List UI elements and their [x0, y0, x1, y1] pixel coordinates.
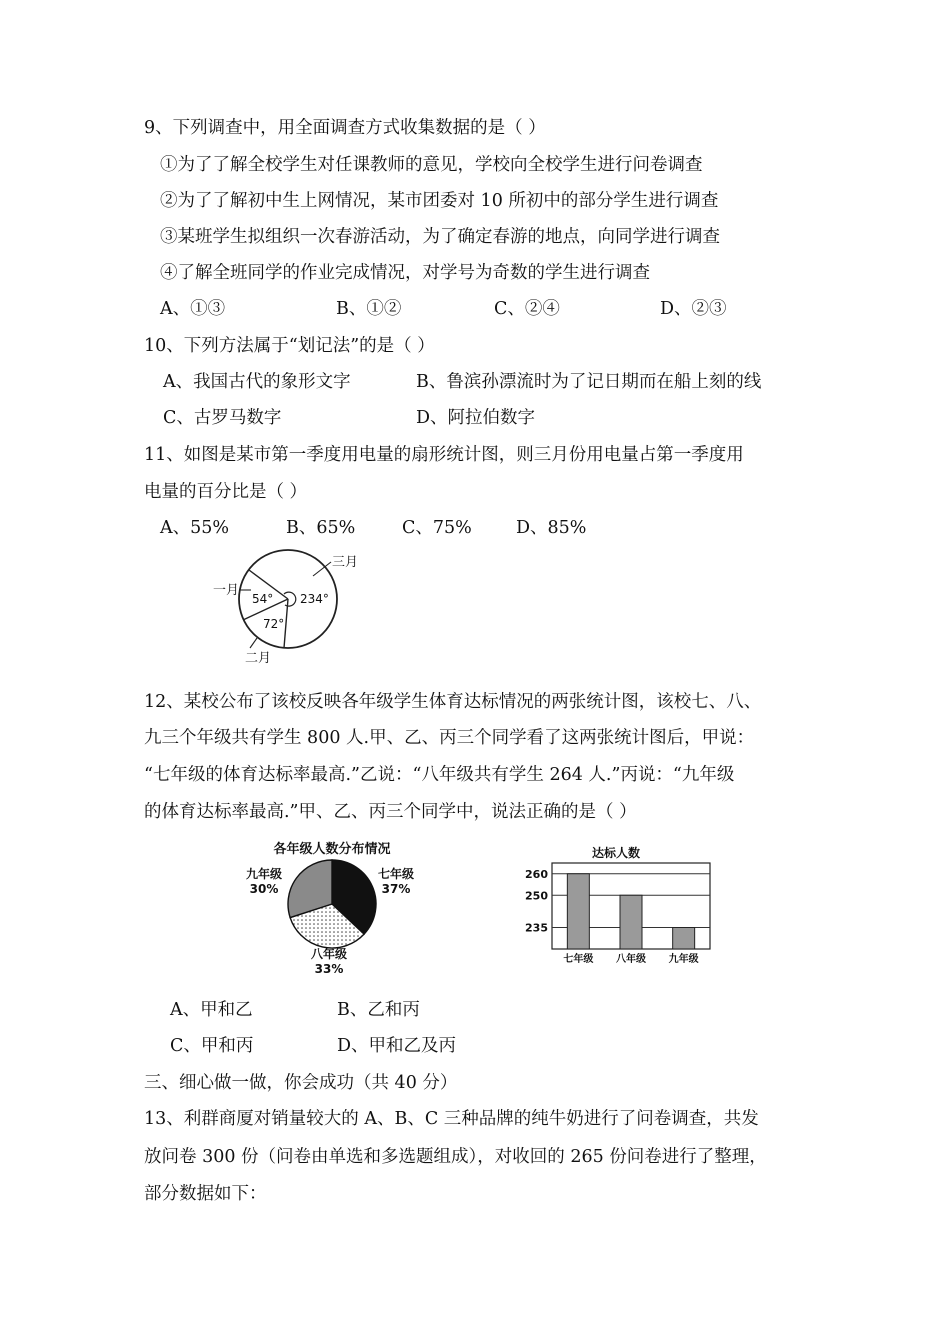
q12-bar-chart [516, 843, 726, 968]
q11-stem-line-1: 11、如图是某市第一季度用电量的扇形统计图，则三月份用电量占第一季度用 [144, 445, 744, 465]
q12-option-c: C、甲和丙 [170, 1036, 254, 1056]
q10-option-c: C、古罗马数字 [163, 408, 282, 428]
pie-value-grade8: 33% [314, 962, 344, 976]
q9-item-4: ④了解全班同学的作业完成情况，对学号为奇数的学生进行调查 [160, 263, 650, 283]
bar [567, 874, 589, 949]
q10-option-d: D、阿拉伯数字 [416, 408, 536, 428]
q11-label-mar: 三月 [332, 555, 359, 570]
bar [620, 895, 642, 949]
q13-line-2: 放问卷 300 份（问卷由单选和多选题组成），对收回的 265 份问卷进行了整理， [144, 1147, 767, 1167]
q9-item-3: ③某班学生拟组织一次春游活动，为了确定春游的地点，向同学进行调查 [160, 227, 720, 247]
q10-option-a: A、我国古代的象形文字 [163, 372, 351, 392]
q12-stem-line-2: 九三个年级共有学生 800 人.甲、乙、丙三个同学看了这两张统计图后，甲说： [144, 728, 755, 748]
q9-stem: 9、下列调查中，用全面调查方式收集数据的是（ ） [144, 118, 546, 138]
pie-label-grade7: 七年级 [377, 867, 415, 881]
q11-option-c: C、75% [402, 518, 472, 538]
q11-leader-feb [250, 638, 257, 648]
q12-option-d: D、甲和乙及丙 [337, 1036, 457, 1056]
q9-item-1: ①为了了解全校学生对任课教师的意见，学校向全校学生进行问卷调查 [160, 155, 703, 175]
q9-item-2: ②为了了解初中生上网情况，某市团委对 10 所初中的部分学生进行调查 [160, 191, 719, 211]
q11-angle-jan: 54° [252, 592, 274, 606]
q10-option-b: B、鲁滨孙漂流时为了记日期而在船上刻的线 [416, 372, 762, 392]
q11-sector-figure [205, 548, 375, 666]
q9-option-d: D、②③ [660, 299, 727, 319]
pie-label-grade9: 九年级 [245, 867, 283, 881]
q11-angle-feb: 72° [263, 617, 285, 631]
q12-pie-chart [232, 838, 432, 980]
q11-stem-line-2: 电量的百分比是（ ） [144, 482, 308, 502]
q11-option-a: A、55% [160, 518, 230, 538]
bar-title: 达标人数 [591, 846, 641, 860]
q11-option-d: D、85% [516, 518, 587, 538]
q9-option-c: C、②④ [494, 299, 560, 319]
bar-ytick-label: 250 [525, 889, 548, 903]
q12-stem-line-3: “七年级的体育达标率最高.”乙说：“八年级共有学生 264 人.”丙说：“九年级 [144, 765, 735, 785]
q11-angle-arc [284, 592, 296, 606]
bar-xtick-label: 七年级 [563, 954, 594, 965]
bar-ytick-label: 235 [525, 921, 548, 935]
q11-label-feb: 二月 [245, 651, 272, 666]
q12-stem-line-4: 的体育达标率最高.”甲、乙、丙三个同学中，说法正确的是（ ） [144, 802, 637, 822]
q9-option-a: A、①③ [160, 299, 226, 319]
bar-xtick-label: 八年级 [616, 954, 646, 965]
q10-stem: 10、下列方法属于“划记法”的是（ ） [144, 336, 435, 356]
q12-option-a: A、甲和乙 [170, 1000, 253, 1020]
bar-ytick-label: 260 [525, 867, 548, 881]
q12-option-b: B、乙和丙 [337, 1000, 420, 1020]
q11-label-jan: 一月 [213, 583, 240, 598]
q13-line-1: 13、利群商厦对销量较大的 A、B、C 三种品牌的纯牛奶进行了问卷调查，共发 [144, 1109, 759, 1129]
q9-option-b: B、①② [336, 299, 402, 319]
q13-line-3: 部分数据如下： [144, 1184, 267, 1204]
q12-stem-line-1: 12、某校公布了该校反映各年级学生体育达标情况的两张统计图，该校七、八、 [144, 692, 762, 712]
q11-option-b: B、65% [286, 518, 356, 538]
q11-angle-mar: 234° [300, 592, 329, 606]
section-3-title: 三、细心做一做，你会成功（共 40 分） [144, 1073, 458, 1093]
bar-xtick-label: 九年级 [668, 954, 699, 965]
pie-value-grade7: 37% [381, 882, 411, 896]
pie-title: 各年级人数分布情况 [273, 842, 391, 857]
pie-label-grade8: 八年级 [310, 947, 348, 961]
bar [673, 928, 695, 950]
pie-value-grade9: 30% [249, 882, 279, 896]
